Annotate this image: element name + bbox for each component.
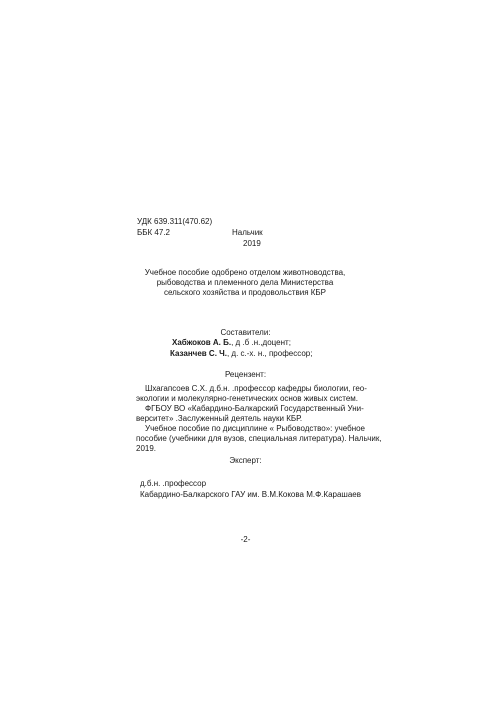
reviewer-line: верситет» .Заслуженный деятель науки КБР. — [136, 414, 303, 423]
approval-statement — [100, 268, 390, 298]
reviewer-heading: Рецензент: — [224, 370, 267, 379]
reviewer-line: ФГБОУ ВО «Кабардино-Балкарский Государственный Уни- — [145, 404, 364, 413]
bbk-code: ББК 47.2 — [137, 228, 170, 237]
reviewer-line: экологии и молекулярно-генетических основ живых систем. — [136, 394, 358, 403]
compiler-entry — [172, 338, 291, 348]
expert-line: Кабардино-Балкарского ГАУ им. В.М.Кокова М.Ф.Карашаев — [140, 490, 361, 499]
compiler-title: , д .б .н.,доцент; — [231, 338, 291, 347]
page-number: -2- — [240, 535, 251, 544]
reviewer-line: пособие (учебники для вузов, специальная литература). Нальчик, — [136, 434, 382, 443]
compiler-title: , д. с.-х. н., профессор; — [226, 349, 313, 358]
reviewer-line: Шхагапсоев С.Х. д.б.н. .профессор кафедры биологии, гео- — [145, 384, 367, 393]
compiler-name: Казанчев С. Ч. — [170, 349, 227, 358]
reviewer-details — [136, 384, 382, 454]
expert-line: д.б.н. .профессор — [140, 479, 207, 488]
approval-line: сельского хозяйства и продовольствия КБР — [163, 288, 327, 297]
reviewer-line: Учебное пособие по дисциплине « Рыбоводство»: учебное — [145, 424, 366, 433]
udk-code: УДК 639.311(470.62) — [137, 217, 213, 226]
publication-year: 2019 — [243, 239, 261, 248]
compilers-heading: Составители: — [220, 328, 271, 337]
compiler-entry — [170, 349, 312, 359]
publication-city: Нальчик — [232, 228, 263, 237]
expert-heading: Эксперт: — [229, 456, 262, 465]
reviewer-line: 2019. — [136, 444, 157, 453]
approval-line: Учебное пособие одобрено отделом животноводства, — [144, 268, 346, 277]
approval-line: рыбоводства и племенного дела Министерства — [156, 278, 334, 287]
compiler-name: Хабжоков А. Б. — [172, 338, 232, 347]
